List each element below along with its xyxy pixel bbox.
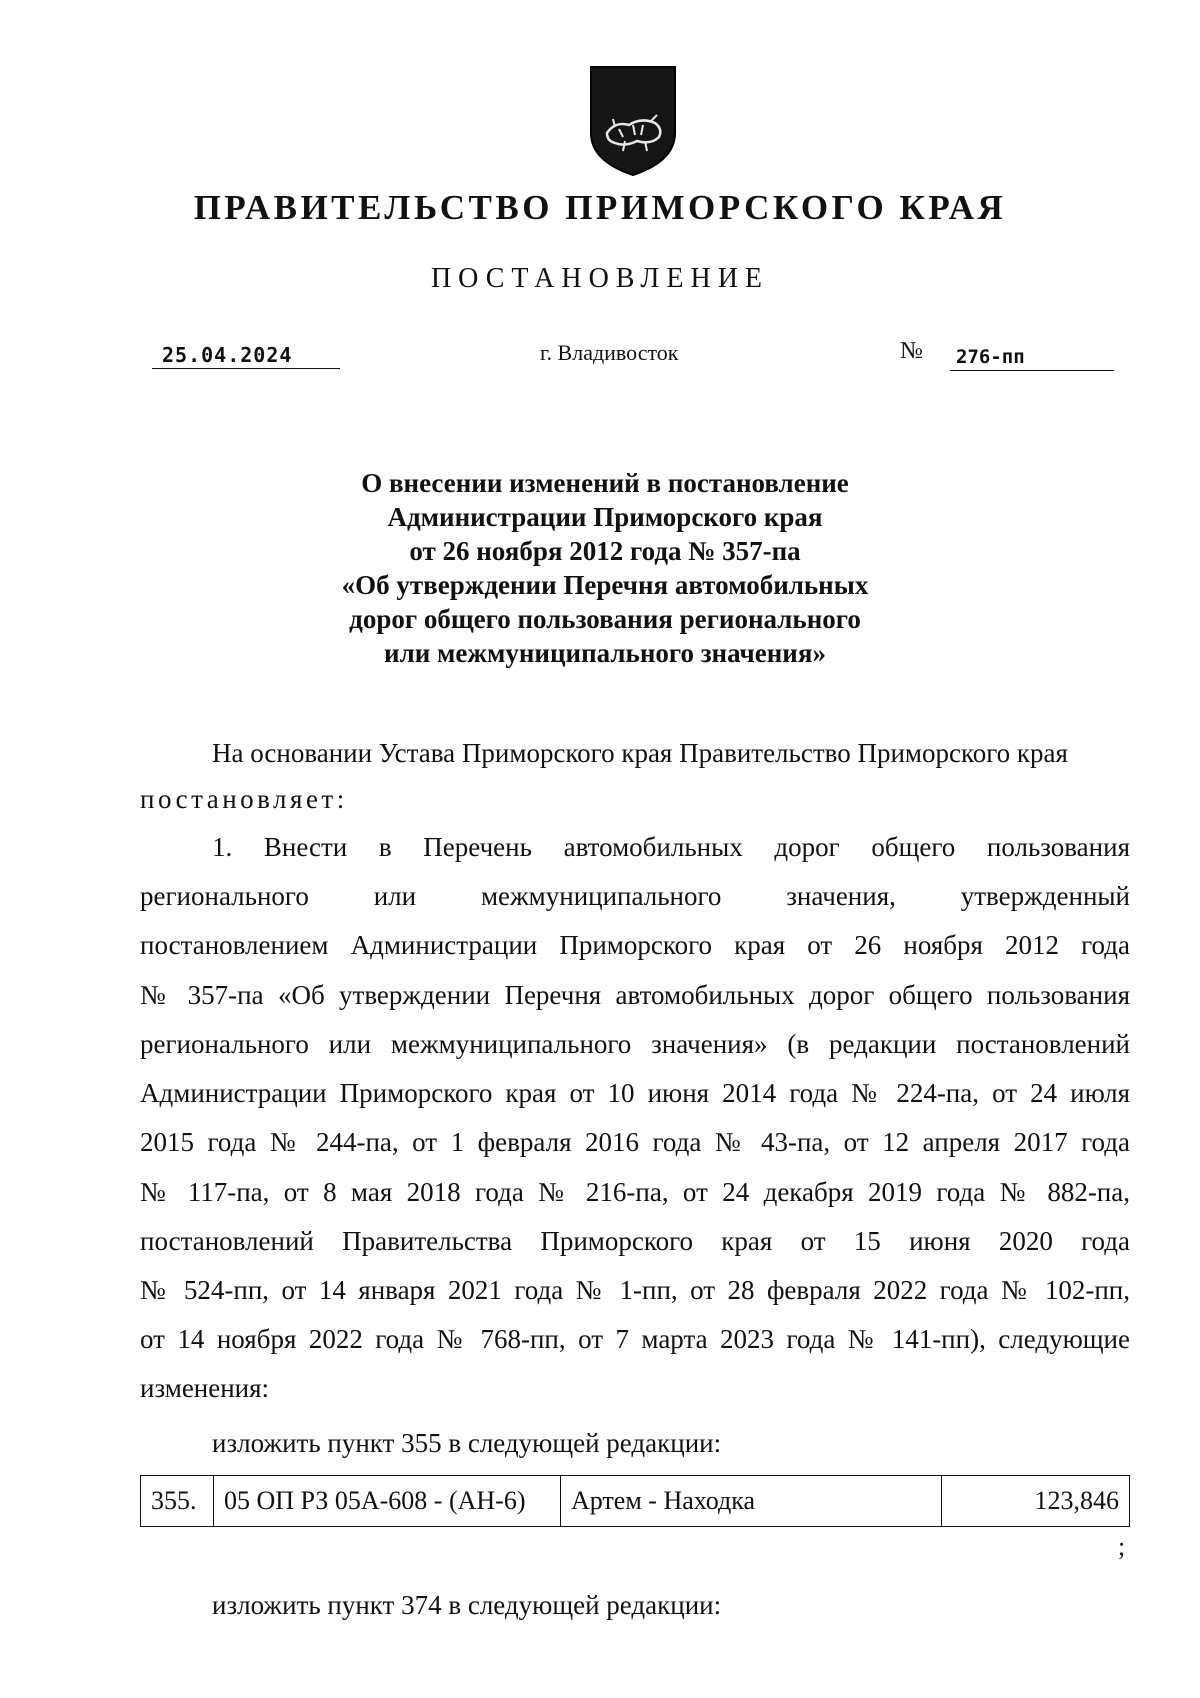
table-semicolon: ; bbox=[1118, 1532, 1126, 1561]
item-355-intro: изложить пункт 355 в следующей редакции: bbox=[212, 1428, 722, 1458]
preamble-decree-word: постановляет: bbox=[140, 784, 348, 814]
coat-of-arms-emblem bbox=[585, 63, 681, 179]
paragraph-line: № 357-па «Об утверждении Перечня автомобильных дорог общего пользования bbox=[140, 980, 1130, 1010]
paragraph-line: регионального или межмуниципального значения» (в редакции постановлений bbox=[140, 1029, 1130, 1059]
heading-line: или межмуниципального значения» bbox=[384, 638, 826, 668]
road-length-cell: 123,846 bbox=[942, 1476, 1130, 1527]
document-number: 276-пп bbox=[950, 344, 1114, 371]
number-sign: № bbox=[900, 338, 923, 364]
table-row bbox=[141, 1476, 1130, 1527]
paragraph-line: от 14 ноября 2022 года № 768-пп, от 7 марта 2023 года № 141-пп), следующие bbox=[140, 1324, 1130, 1354]
organization-title: ПРАВИТЕЛЬСТВО ПРИМОРСКОГО КРАЯ bbox=[193, 188, 1007, 227]
paragraph-line: регионального или межмуниципального значения, утвержденный bbox=[140, 881, 1130, 911]
paragraph-line: 1. Внести в Перечень автомобильных дорог общего пользования bbox=[212, 832, 1130, 862]
road-code-cell: 05 ОП РЗ 05А-608 - (АН-6) bbox=[214, 1476, 561, 1527]
heading-line: от 26 ноября 2012 года № 357-па bbox=[409, 536, 801, 566]
heading-line: дорог общего пользования регионального bbox=[349, 604, 861, 634]
paragraph-line: постановлений Правительства Приморского края от 15 июня 2020 года bbox=[140, 1226, 1130, 1256]
paragraph-line: изменения: bbox=[140, 1373, 270, 1403]
preamble-line: На основании Устава Приморского края Правительство Приморского края bbox=[212, 738, 1068, 768]
paragraph-line: № 524-пп, от 14 января 2021 года № 1-пп, от 28 февраля 2022 года № 102-пп, bbox=[140, 1275, 1130, 1305]
heading-line: О внесении изменений в постановление bbox=[361, 468, 849, 498]
heading-line: Администрации Приморского края bbox=[387, 502, 823, 532]
row-number-cell: 355. bbox=[141, 1476, 214, 1527]
heading-line: «Об утверждении Перечня автомобильных bbox=[341, 570, 869, 600]
document-city: г. Владивосток bbox=[540, 340, 679, 365]
document-heading bbox=[240, 466, 970, 670]
amendment-table bbox=[140, 1475, 1130, 1527]
paragraph-line: № 117-па, от 8 мая 2018 года № 216-па, от 24 декабря 2019 года № 882-па, bbox=[140, 1177, 1130, 1207]
document-date: 25.04.2024 bbox=[152, 342, 340, 369]
road-name-cell: Артем - Находка bbox=[561, 1476, 942, 1527]
paragraph-line: постановлением Администрации Приморского края от 26 ноября 2012 года bbox=[140, 930, 1130, 960]
paragraph-line: 2015 года № 244-па, от 1 февраля 2016 года № 43-па, от 12 апреля 2017 года bbox=[140, 1127, 1130, 1157]
paragraph-line: Администрации Приморского края от 10 июня 2014 года № 224-па, от 24 июля bbox=[140, 1078, 1130, 1108]
item-374-intro: изложить пункт 374 в следующей редакции: bbox=[212, 1590, 722, 1620]
document-type: ПОСТАНОВЛЕНИЕ bbox=[430, 263, 770, 294]
